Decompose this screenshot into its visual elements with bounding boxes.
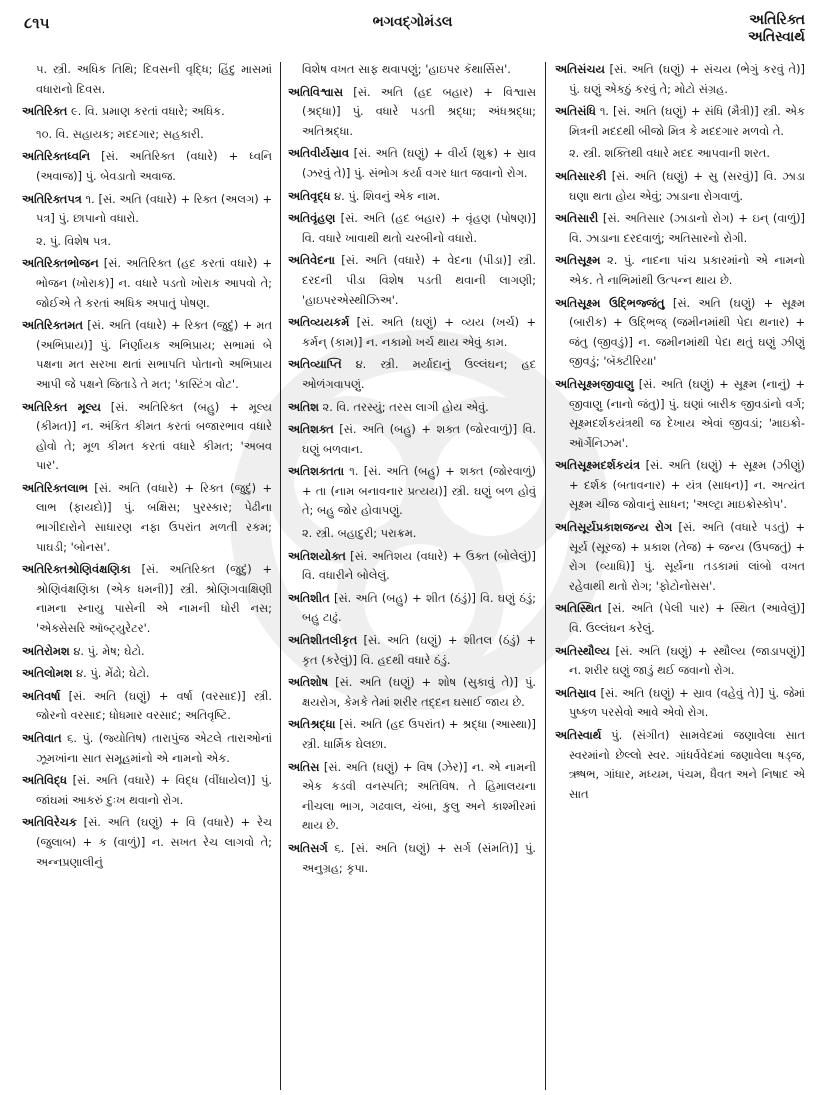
dictionary-entry (22, 479, 272, 557)
entry-definition: [સં. અતિ (ઘણું) + સંચય (ભેગું કરવું તે)] પું. ઘણું એકઠું કરવું તે; મોટો સંગ્રહ. (569, 62, 805, 96)
entry-headword: અતિશીતલીકૃત (288, 633, 358, 648)
entry-definition: [સં. અતિ (વધારે) + રિક્ત (જુદું) + લાભ (ફાયદો)] પું. બક્ષિસ; પુરસ્કાર; પેઢીના ભાગીદારોને સાધારણ નફા ઉપરાંત મળતી રકમ; પાઘડી; 'બોનસ'. (36, 480, 272, 554)
entry-headword: અતિશયોક્ત (288, 548, 346, 563)
entry-headword: અતિસંધિ (555, 104, 596, 119)
entry-definition: [સં. અતિરિક્ત (જુદું) + શ્રોણિવંક્ષણિકા (એક ધમની)] સ્ત્રી. શ્રોણિગવાક્ષિણી નામના સ્નાયુ પાસેની એ નામની ધોરી નસ; 'એક્સેસરિ ઑબ્ટ્યુરેટર'. (36, 562, 272, 636)
dictionary-entry (288, 547, 536, 586)
dictionary-entry (288, 209, 536, 248)
entry-definition: [સં. અતિ (ઘણું) + સૂક્ષ્મ (બારીક) + ઉદ્ભિજ્ (જમીનમાંથી પેદા થનાર) + જંતુ (જીવડું)] ન. જમીનમાંથી પેદા થતું ઘણું ઝીણું જીવડું; 'બૅક્ટીરિયા' (569, 295, 805, 369)
entry-headword: અતિસ્વાર્થ (555, 728, 602, 742)
entry-definition: ૧. [સં. અતિ (વધારે) + રિક્ત (અલગ) + પત્ર] પું. છાપાનો વધારો. (36, 191, 272, 226)
entry-headword: અતિવિદ્ધ (22, 773, 68, 788)
dictionary-entry (288, 589, 536, 628)
entry-definition: [સં. અતિ (વધારે) + વેદના (પીડા)] સ્ત્રી. દરદની પીડા વિશેષ પડતી થવાની લાગણી; 'હાઇપરએસ્થીઝિઅ'. (302, 253, 536, 307)
entry-definition: [સં. અતિ (ઘણું) + સ્થૌલ્ય (જાડાપણું)] ન. શરીર ઘણું જાડું થઈ જવાનો રોગ. (569, 643, 805, 678)
entry-definition: [સં. અતિ (ઘણું) + શોષ (સુકાવું તે)] પું. ક્ષયરોગ, કેમકે તેમાં શરીર તદ્દન ઘસાઈ જાય છે. (302, 675, 536, 709)
entry-headword: અતિરિક્તશ્રોણિવંક્ષણિકા (22, 562, 131, 577)
entry-headword: અતિશ્રદ્ધા (288, 717, 336, 732)
dictionary-entry (288, 715, 536, 754)
entry-definition: પું. (સંગીત) સામવેદમાં જણાવેલા સાત સ્વરમાંનો છેલ્લો સ્વર. ગાંધર્વવેદમાં જણાવેલા ષડ્જ, ઋષભ, ગાંધાર, મધ્યમ, પંચમ, ધૈવત અને નિષાદ એ સાત (569, 728, 805, 801)
entry-headword: અતિસારકી (555, 168, 607, 183)
entry-headword: અતિલોમશ (22, 666, 73, 681)
entry-headword: અતિરિક્તભોજન (22, 256, 99, 271)
dictionary-entry (22, 316, 272, 394)
dictionary-entry (288, 839, 536, 878)
dictionary-entry (22, 813, 272, 872)
entry-definition: [સં. અતિ (ઘણું) + સૂક્ષ્મ (ઝીણું) + દર્શક (બતાવનાર) + યંત્ર (સાધન)] ન. અત્યંત સૂક્ષ્મ ચીજ જોવાનું સાધન; 'અલ્ટ્રા માઇક્રોસ્કોપ'. (569, 458, 805, 512)
entry-headword: અતિશ (288, 399, 319, 414)
entry-definition: [સં. અતિરિક્ત (વધારે) + ધ્વનિ (અવાજ)] પું. બેવડાતો અવાજ. (36, 149, 272, 183)
entry-definition: ૪. સ્ત્રી. મર્યાદાનું ઉલ્લંઘન; હદ ઓળંગવાપણું. (302, 357, 536, 391)
column-divider (280, 62, 281, 1090)
entry-definition: [સં. અતિરિક્ત (બહુ) + મૂલ્ય (કીમત)] ન. અંકિત કીમત કરતાં બજારભાવ વધારે હોવો તે; મૂળ કીમત કરતાં વધારે કીમત; 'અબવ પાર'. (36, 399, 272, 473)
column-3 (555, 60, 805, 1090)
entry-headword: અતિવીર્યસ્રાવ (288, 146, 349, 161)
dictionary-entry (288, 355, 536, 394)
entry-definition: [સં. અતિ (ઘણું) + વીર્ય (શુક્ર) + સ્રાવ (ઝરવું તે)] પું. સંભોગ કર્યા વગર ધાત જવાનો રોગ. (302, 146, 536, 180)
entry-definition: [સં. અતિ (ઘણું) + સુ (સરવું)] વિ. ઝાડા ઘણા થતા હોય એવું; ઝાડાના રોગવાળું. (569, 168, 805, 203)
dictionary-entry (555, 599, 805, 638)
entry-definition: વિશેષ વખત સાફ થવાપણું; 'હાઇપર કૅથાર્સિસ'. (302, 62, 511, 76)
dictionary-entry (22, 642, 272, 662)
dictionary-entry (22, 102, 272, 122)
entry-headword: અતિરિક્તપત્ર (22, 191, 82, 206)
entry-headword: અતિવિશ્વાસ (288, 84, 343, 99)
dictionary-entry (22, 232, 272, 252)
dictionary-entry (288, 462, 536, 521)
dictionary-entry (555, 209, 805, 248)
entry-definition: [સં. અતિ (બહુ) + શક્ત (જોરવાળું)] વિ. ઘણું બળવાન. (302, 422, 536, 456)
entry-headword: અતિવૃદ્ધ (288, 188, 331, 203)
entry-headword: અતિવ્યયકર્મ (288, 315, 350, 330)
entry-headword: અતિવૃંહણ (288, 211, 336, 226)
entry-headword: અતિશોષ (288, 675, 329, 690)
dictionary-entry (555, 726, 805, 804)
entry-headword: અતિશક્ત (288, 422, 334, 437)
entry-headword: અતિસ્થિત (555, 601, 602, 616)
dictionary-entry (22, 147, 272, 186)
entry-headword: અતિસૂક્ષ્મ (555, 253, 601, 268)
dictionary-entry (288, 524, 536, 544)
entry-headword: અતિરિક્તધ્વનિ (22, 149, 91, 164)
entry-headword: અતિરિક્ત (22, 104, 68, 119)
dictionary-entry (22, 560, 272, 638)
entry-definition: ૧૦. વિ. સહાયક; મદદગાર; સહકારી. (36, 126, 204, 141)
dictionary-entry (22, 771, 272, 810)
entry-definition: [સં. અતિ (ઘણું) + વિ (વધારે) + રેચ (જુલાબ) + ક (વાળું)] ન. સખત રેચ લાગવો તે; અન્નપ્રણાલીનું (36, 815, 272, 869)
entry-definition: ૨. સ્ત્રી. બહાદુરી; પરાક્રમ. (302, 526, 417, 541)
guide-word-first: અતિરિક્ત (749, 12, 805, 28)
dictionary-entry (288, 673, 536, 712)
entry-headword: અતિવાત (22, 731, 62, 745)
entry-headword: અતિસૂક્ષ્મજીવાણુ (555, 376, 634, 391)
entry-definition: ૨. સ્ત્રી. શક્તિથી વધારે મદદ આપવાની શરત. (569, 146, 770, 161)
entry-definition: [સં. અતિ (હદ બહાર) + વૃંહણ (પોષણ)] વિ. વધારે ખાવાથી થતો ચરબીનો વધારો. (302, 211, 536, 245)
dictionary-entry (288, 144, 536, 183)
dictionary-entry (288, 631, 536, 670)
dictionary-entry (22, 254, 272, 313)
dictionary-entry (288, 420, 536, 459)
entry-definition: ૬. પું. (જ્યોતિષ) તારાપુંજ એટલે તારાઓનાં ઝૂમખાંના સાત સમૂહમાંનો એ નામનો એક. (36, 731, 272, 765)
entry-headword: અતિસ્થૌલ્ય (555, 643, 610, 658)
entry-headword: અતિરિક્ત મૂલ્ય (22, 399, 101, 414)
dictionary-entry (555, 456, 805, 515)
page-header (0, 0, 825, 60)
entry-headword: અતિરોમશ (22, 643, 70, 658)
dictionary-entry (22, 60, 272, 99)
entry-definition: ૫. સ્ત્રી. અધિક તિથિ; દિવસની વૃદ્ધિ; હિંદુ માસમાં વધારાનો દિવસ. (36, 62, 272, 96)
dictionary-entry (288, 187, 536, 207)
entry-headword: અતિવર્ષા (22, 688, 61, 703)
entry-headword: અતિરિક્તલાભ (22, 480, 88, 495)
dictionary-entry (555, 251, 805, 290)
entry-headword: અતિસૂક્ષ્મદર્શકયંત્ર (555, 458, 640, 473)
entry-headword: અતિશીત (288, 590, 330, 605)
dictionary-entry (22, 125, 272, 145)
entry-definition: [સં. અતિ (હદ ઉપરાંત) + શ્રદ્ધા (આસ્થા)] સ્ત્રી. ધાર્મિક ઘેલછા. (302, 717, 536, 751)
dictionary-entry (288, 313, 536, 352)
entry-headword: અતિસારી (555, 211, 599, 226)
entry-headword: અતિસ્રાવ (555, 685, 597, 700)
entry-headword: અતિસ (288, 759, 320, 774)
entry-definition: ૧. [સં. અતિ (બહુ) + શક્ત (જોરવાળું) + તા (નામ બનાવનાર પ્રત્યય)] સ્ત્રી. ઘણું બળ હોવું તે; બહુ જોર હોવાપણું. (302, 464, 536, 518)
dictionary-entry (555, 684, 805, 723)
dictionary-entry (555, 60, 805, 99)
entry-definition: [સં. અતિ (ઘણું) + વર્ષા (વરસાદ)] સ્ત્રી. જોરનો વરસાદ; ધોધમાર વરસાદ; અતિવૃષ્ટિ. (36, 688, 272, 723)
dictionary-entry (555, 167, 805, 206)
entry-definition: ૪. પું. મેષ; ઘેટો. (69, 643, 145, 658)
dictionary-entry (22, 687, 272, 726)
entry-definition: ૧. [સં. અતિ (ઘણું) + સંધિ (મૈત્રી)] સ્ત્રી. એક મિત્રની મદદથી બીજો મિત્ર કે મદદગાર મળવો તે. (569, 104, 805, 138)
entry-definition: ૬. [સં. અતિ (ઘણું) + સર્ગ (સંમતિ)] પું. અનુગ્રહ; કૃપા. (302, 840, 536, 875)
entry-definition: [સં. અતિ (ઘણું) + શીતલ (ઠંડું) + કૃત (કરેલું)] વિ. હદથી વધારે ઠંડું. (302, 633, 536, 667)
dictionary-entry (22, 664, 272, 684)
entry-definition: ૨. પું. વિશેષ પત્ર. (36, 233, 112, 248)
entry-definition: [સં. અતિશય (વધારે) + ઉક્ત (બોલેલું)] વિ. વધારીને બોલેલું. (302, 548, 536, 583)
entry-headword: અતિરિક્તમત (22, 318, 83, 333)
dictionary-entry (22, 190, 272, 229)
entry-definition: [સં. અતિ (ઘણું) + વ્યય (ખર્ચ) + કર્મન્ (કામ)] ન. નકામો ખર્ચ થાય એવું કામ. (302, 315, 536, 349)
column-divider (545, 62, 546, 1090)
entry-headword: અતિવ્યાપ્તિ (288, 357, 342, 372)
entry-definition: [સં. અતિ (ઘણું) + સ્રાવ (વહેવું તે)] પું. જેમાં પુષ્કળ પરસેવો આવે એવો રોગ. (569, 685, 805, 720)
entry-definition: [સં. અતિ (ઘણું) + વિષ (ઝેર)] ન. એ નામની એક કડવી વનસ્પતિ; અતિવિષ. તે હિમાલયના નીચલા ભાગ, ગઢવાલ, ચંબા, કુલુ અને કાશ્મીરમાં થાય છે. (302, 759, 536, 833)
page-number: ૮૧૫ (24, 14, 50, 32)
guide-words (748, 12, 805, 46)
dictionary-entry (288, 758, 536, 836)
entry-definition: [સં. અતિ (વધારે) + વિદ્ધ (વીંધાયેલ)] પું. જાંઘમાં આકરું દુઃખ થવાનો રોગ. (36, 773, 272, 807)
entry-headword: અતિવેદના (288, 253, 335, 268)
entry-headword: અતિસૂર્યપ્રકાશજન્ય રોગ (555, 520, 673, 535)
entry-headword: અતિસર્ગ (288, 840, 328, 855)
dictionary-entry (288, 60, 536, 80)
entry-definition: [સં. અતિ (બહુ) + શીત (ઠંડું)] વિ. ઘણું ઠંડું; બહુ ટાઢું. (302, 590, 536, 625)
entry-definition: ૯. વિ. પ્રમાણ કરતાં વધારે; અધિક. (67, 104, 225, 119)
entry-headword: અતિવિરેચક (22, 815, 77, 830)
entry-definition: ૪. પું. મેંઢો; ઘેટો. (72, 666, 150, 681)
dictionary-entry (22, 729, 272, 768)
entry-definition: [સં. અતિરિક્ત (હદ કરતાં વધારે) + ભોજન (ખોરાક)] ન. વધારે પડતો ખોરાક આપવો તે; જોઈએ તે કરતાં અધિક અપાતું પોષણ. (36, 256, 272, 310)
dictionary-entry (555, 102, 805, 141)
entry-definition: [સં. અતિ (પેલી પાર) + સ્થિત (આવેલું)] વિ. ઉલ્લંઘન કરેલું. (569, 601, 805, 636)
dictionary-entry (555, 294, 805, 372)
column-2 (288, 60, 536, 1090)
entry-definition: [સં. અતિ (ઘણું) + સૂક્ષ્મ (નાનું) + જીવાણુ (નાનો જંતુ)] પું. ઘણાં બારીક જીવડાંનો વર્ગ; સૂક્ષ્મદર્શકયંત્રથી જ દેખાય એવાં જીવડાં; 'માઇક્રો-ઑર્ગેનિઝમ'. (569, 376, 805, 450)
entry-definition: ૨. વિ. તરસ્યું; તરસ લાગી હોય એવું. (318, 399, 489, 414)
entry-definition: [સં. અતિ (વધારે) + રિક્ત (જુદું) + મત (અભિપ્રાય)] પું. નિર્ણાયક અભિપ્રાય; સભામાં બે પક્ષના મત સરખા થતાં સભાપતિ પોતાનો અભિપ્રાય આપી જે પક્ષને જિતાડે તે મત; 'કાસ્ટિંગ વોટ'. (36, 318, 272, 391)
column-1 (22, 60, 272, 1090)
dictionary-entry (22, 398, 272, 476)
entry-definition: ૪. પું. શિવનું એક નામ. (330, 188, 441, 203)
dictionary-entry (555, 642, 805, 681)
dictionary-entry (555, 144, 805, 164)
entry-definition: [સં. અતિ (વધારે પડતું) + સૂર્ય (સૂરજ) + પ્રકાશ (તેજ) + જન્ય (ઉપજતું) + રોગ (વ્યાધિ)] પું. સૂર્યના તડકામાં લાંબો વખત રહેવાથી થતો રોગ; 'ફોટોનોસસ'. (569, 520, 805, 593)
dictionary-entry (288, 398, 536, 418)
entry-definition: ૨. પું. નાદના પાંચ પ્રકારમાંનો એ નામનો એક. તે નાભિમાંથી ઉત્પન્ન થાય છે. (569, 253, 805, 287)
dictionary-entry (288, 83, 536, 142)
entry-headword: અતિસૂક્ષ્મ ઉદ્ભિજ્જંતુ (555, 295, 665, 310)
dictionary-entry (555, 375, 805, 453)
entry-headword: અતિસંચય (555, 62, 605, 76)
running-title: ભગવદ્ગોમંડલ (372, 14, 453, 30)
dictionary-entry (555, 518, 805, 596)
dictionary-entry (288, 251, 536, 310)
entry-definition: [સં. અતિ (હદ બહાર) + વિશ્વાસ (શ્રદ્ધા)] પું. વધારે પડતી શ્રદ્ધા; અંધશ્રદ્ધા; અતિશ્રદ્ધા. (302, 84, 536, 138)
entry-headword: અતિશક્તતા (288, 464, 344, 479)
entry-definition: [સં. અતિસાર (ઝાડાનો રોગ) + ઇન્ (વાળું)] વિ. ઝાડાના દરદવાળું; અતિસારનો રોગી. (569, 211, 805, 245)
guide-word-last: અતિસ્વાર્થ (747, 29, 805, 45)
